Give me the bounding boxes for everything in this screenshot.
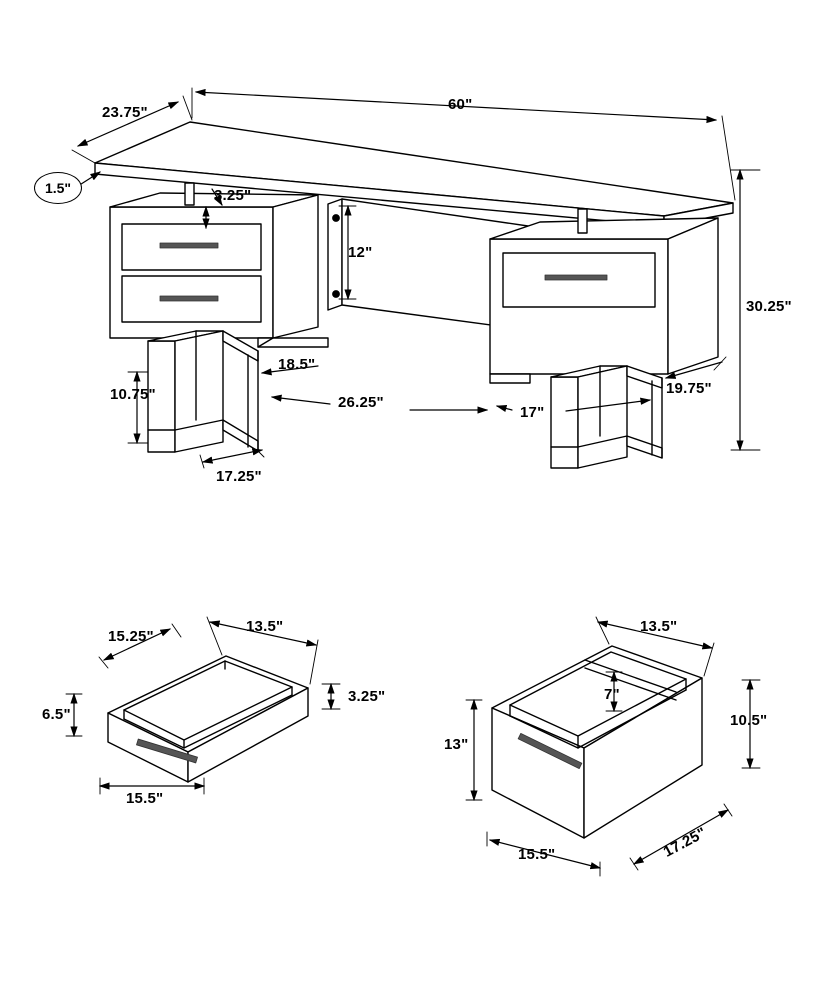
dim-small-drawer-front-height: 6.5" — [42, 706, 71, 723]
dim-drawer-front-height: 3.25" — [214, 187, 252, 204]
dim-right-cabinet-depth: 19.75" — [666, 380, 712, 397]
dim-leg-height: 10.75" — [110, 386, 156, 403]
dim-large-drawer-inner-height: 10.5" — [730, 712, 768, 729]
dim-large-drawer-inner-depth: 7" — [604, 686, 620, 703]
dim-depth-top: 23.75" — [102, 104, 148, 121]
dim-center-clearance-height: 12" — [348, 244, 373, 261]
dim-overall-height: 30.25" — [746, 298, 792, 315]
dim-leg-depth: 17.25" — [216, 468, 262, 485]
dim-top-thickness-value: 1.5" — [44, 180, 72, 196]
dim-left-cabinet-depth: 18.5" — [278, 356, 316, 373]
dim-small-drawer-inner-width: 13.5" — [246, 618, 284, 635]
dim-small-drawer-inner-height: 3.25" — [348, 688, 386, 705]
dim-width-top: 60" — [448, 96, 473, 113]
dim-large-drawer-front-width: 15.5" — [518, 846, 556, 863]
dim-small-drawer-side-depth: 15.25" — [108, 628, 154, 645]
dim-center-opening-width: 26.25" — [338, 394, 384, 411]
dim-large-drawer-front-height: 13" — [444, 736, 469, 753]
dim-large-drawer-side-depth: 17.25" — [660, 824, 710, 861]
dim-large-drawer-inner-width: 13.5" — [640, 618, 678, 635]
dim-right-gap-width: 17" — [520, 404, 545, 421]
dim-top-thickness — [34, 172, 82, 204]
dim-small-drawer-front-width: 15.5" — [126, 790, 164, 807]
